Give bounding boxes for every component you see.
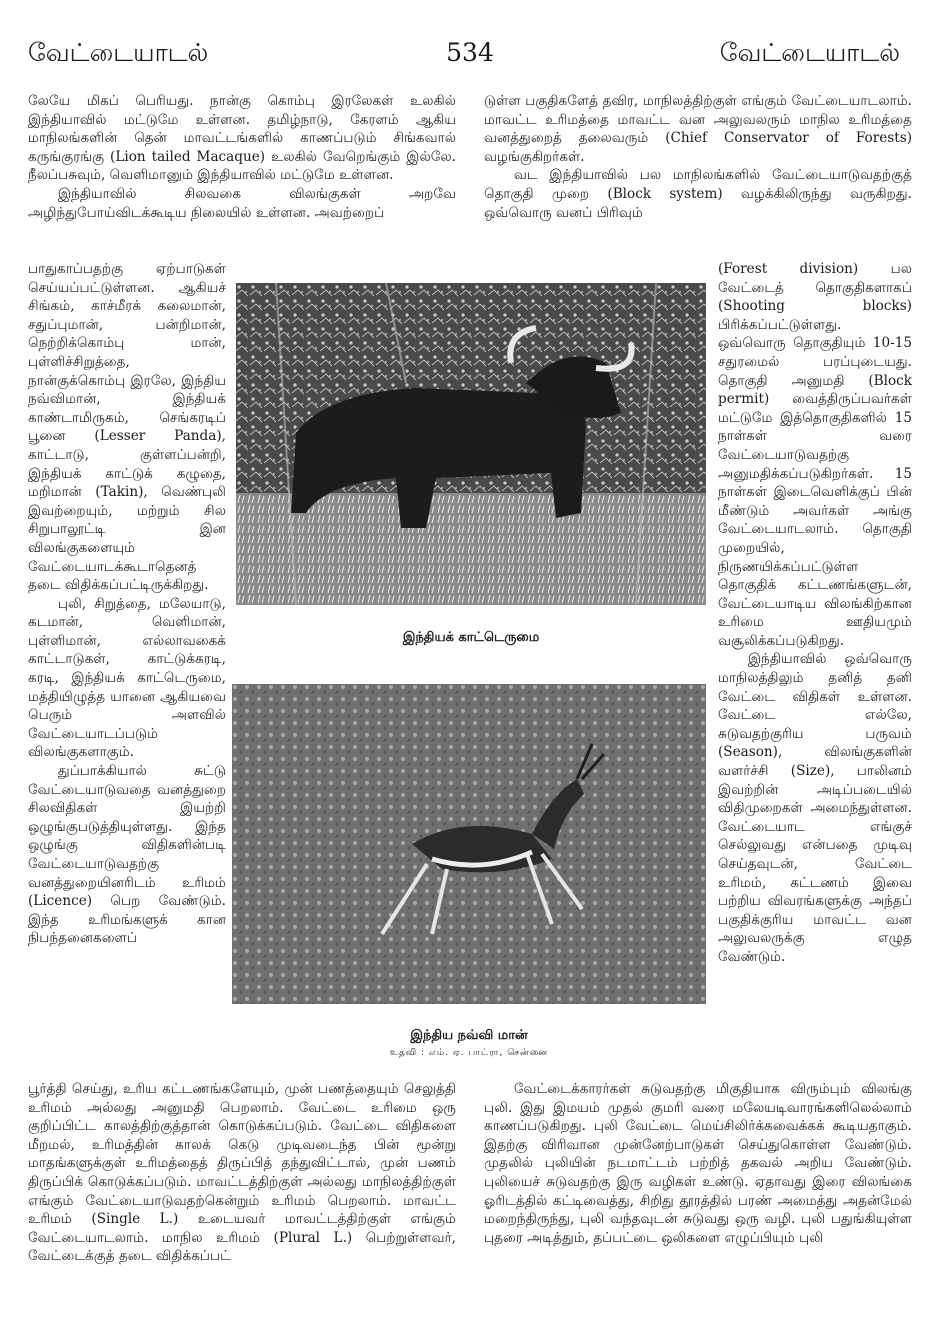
col1-licence-text: துப்பாக்கியால் சுட்டு வேட்டையாடுவதை வனத்துறை சிலவிதிகள் இயற்றி ஒழுங்குபடுத்தியுள்ளது. இந்த ஒழுங்கு விதிகளின்படி வேட்டையாடுவதற்கு வனத்துறையினரிடம் உரிமம் (Licence) பெற வேண்டும். இந்த உரிமங்களுக் கான நிபந்தனைகளைப்: [28, 763, 226, 947]
col2-rules-text: இந்தியாவில் ஒவ்வொரு மாநிலத்திலும் தனித் தனி வேட்டை விதிகள் உள்ளன. வேட்டை எல்லே, சுடுவதற்குரிய பருவம் (Season), விலங்குகளின் வளர்ச்சி (Size), பாலினம் இவற்றின் அடிப்படையில் விதிமுறைகள் அமைந்துள்ளன. வேட்டையாட எங்குச் செல்லுவது என்பதை முடிவு செய்தவுடன், வேட்டை உரிமம், கட்டணம் இவை பற்றிய விவரங்களுக்கு அந்தப் பகுதிக்குரிய மாவட்ட வன அலுவலருக்கு எழுத வேண்டும்.: [718, 651, 912, 965]
col1-narrow-column: [28, 260, 226, 1074]
col2-narrow-column: [718, 260, 912, 1074]
col1-bottom-text: பூர்த்தி செய்து, உரிய கட்டணங்களேயும், முன் பணத்தையும் செலுத்தி உரிமம் அல்லது அனுமதி பெறலாம். வேட்டை உரிமை ஒரு குறிப்பிட்ட காலத்திற்குத்தான் கொடுக்கப்படும். வேட்டை விதிகளை மீறமல், உரிமத்தின் காலக் கெடு முடிவடைந்த பின் மூன்று மாதங்களுக்குள் உரிமத்தைத் திருப்பித் தந்துவிட்டால், முன் பணம் திருப்பிக் கொடுக்கப்படும். மாவட்டத்திற்குள் அல்லது மாநிலத்திற்குள் எங்கும் வேட்டையாடுவதற்கென்றும் உரிமம் பெறலாம். மாவட்ட உரிமம் (Single L.) உடையவர் மாவட்டத்திற்குள் எங்கும் வேட்டையாடலாம். மாநில உரிமம் (Plural L.) பெற்றுள்ளவர், வேட்டைக்குத் தடை விதிக்கப்பட்: [28, 1081, 456, 1265]
col2-blocks-text: (Forest division) பல வேட்டைத் தொகுதிகளாகப் (Shooting blocks) பிரிக்கப்பட்டுள்ளது. ஒவ்வொரு தொகுதியும் 10-15 சதுரமைல் பரப்புடையது. தொகுதி அனுமதி (Block permit) வைத்திருப்பவர்கள் மட்டுமே இத்தொகுதிகளில் 15 நாள்கள் வரை வேட்டையாடுவதற்கு அனுமதிக்கப்படுகிறர்கள். 15 நாள்கள் இடைவெளிக்குப் பின் மீண்டும் அவர்கள் அங்கு வேட்டையாடலாம். தொகுதி முறையில், நிருணயிக்கப்பட்டுள்ள தொகுதிக் கட்டணங்களுடன், வேட்டையாடிய விலங்கிற்கான உரிமை ஊதியமும் வசூலிக்கப்படுகிறது.: [718, 261, 912, 649]
col1-protected-species-text: பாதுகாப்பதற்கு ஏற்பாடுகள் செய்யப்பட்டுள்ளன. ஆகியச் சிங்கம், காச்மீரக் கலைமான், சதுப்புமான், பன்றிமான், நெற்றிக்கொம்பு மான், புள்ளிச்சிறுத்தை, நான்குக்கொம்பு இரலே, இந்திய நவ்விமான், இந்தியக் காண்டாமிருகம், செங்கரடிப் பூனை (Lesser Panda), காட்டாடு, குள்ளப்பன்றி, இந்தியக் காட்டுக் கழுதை, மறிமான் (Takin), வெண்புலி இவற்றையும், மற்றும் சில சிறுபாலூட்டி இன விலங்குகளையும் வேட்டையாடக்கூடாதெனத் தடை விதிக்கப்பட்டிருக்கிறது.: [28, 261, 226, 594]
blackbuck-photo-credit: உதவி : எம். ஏ. பாட்ரா, சென்னை: [389, 1048, 549, 1058]
col1-top-paragraph: [28, 92, 456, 222]
blackbuck-caption: இந்திய நவ்வி மான்: [410, 1028, 528, 1043]
gaur-photo: [236, 283, 706, 605]
blackbuck-photo: [232, 684, 706, 1004]
col2-bottom-paragraph: [484, 1080, 912, 1316]
col1-game-species-text: புலி, சிறுத்தை, மலேயாடு, கடமான், வெளிமான், புள்ளிமான், எல்லாவகைக் காட்டாடுகள், காட்டுக்கரடி, கரடி, இந்தியக் காட்டெருமை, மத்தியிழுத்த யானை ஆகியவை பெரும் அளவில் வேட்டையாடப்படும் விலங்குகளாகும்.: [28, 595, 226, 761]
col2-top-text: டுள்ள பகுதிகளேத் தவிர, மாநிலத்திற்குள் எங்கும் வேட்டையாடலாம். மாவட்ட உரிமத்தை மாவட்ட வன அலுவலரும் மாநில உரிமத்தை வனத்துறைத் தலைவரும் (Chief Conservator of Forests) வழங்குகிறர்கள்.: [484, 93, 912, 165]
col2-block-system-text: வட இந்தியாவில் பல மாநிலங்களில் வேட்டையாடுவதற்குத் தொகுதி முறை (Block system) வழக்கிலிருந்து வருகிறது. ஒவ்வொரு வனப் பிரிவும்: [484, 167, 912, 221]
col1-bottom-paragraph: [28, 1080, 456, 1316]
page-number: 534: [446, 38, 494, 67]
page-header-left: வேட்டையாடல்: [28, 38, 209, 67]
col1-top-text: லேயே மிகப் பெரியது. நான்கு கொம்பு இரலேகள் உலகில் இந்தியாவில் மட்டுமே உள்ளன. தமிழ்நாடு, கேரளம் ஆகிய மாநிலங்களின் தென் மாவட்டங்களில் காணப்படும் சிங்கவால் கருங்குரங்கு (Lion tailed Macaque) உலகில் வேறெங்கும் இல்லே. நீலப்பசுவும், வெளிமானும் இந்தியாவில் மட்டுமே உள்ளன.: [28, 93, 456, 184]
col2-top-paragraph: [484, 92, 912, 222]
page-header-right: வேட்டையாடல்: [719, 38, 900, 67]
col2-tiger-text: வேட்டைக்காரர்கள் சுடுவதற்கு மிகுதியாக விரும்பும் விலங்கு புலி. இது இமயம் முதல் குமரி வரை மலேயடிவாரங்களிலெல்லாம் காணப்படுகிறது. புலி வேட்டை மெய்சிலிர்க்கவைக்கக் கூடியதாகும். இதற்கு விரிவான முன்னேற்பாடுகள் செய்துகொள்ள வேண்டும். முதலில் புலியின் நடமாட்டம் பற்றித் தகவல் அறிய வேண்டும். புலியைச் சுடுவதற்கு இரு வழிகள் உண்டு. ஏதாவது இரை விலங்கை ஓரிடத்தில் கட்டிவைத்து, சிறிது தூரத்தில் பரண் அமைத்து அதன்மேல் மறைந்திருந்து, புலி வந்தவுடன் சுடுவது ஒரு வழி. புலி பதுங்கியுள்ள புதரை அடித்தும், தப்பட்டை ஒலிகளை எழுப்பியும் புலி: [484, 1081, 912, 1246]
gaur-caption: இந்தியக் காட்டெருமை: [402, 630, 540, 645]
col1-intro-text: இந்தியாவில் சிலவகை விலங்குகள் அறவே அழிந்துபோய்விடக்கூடிய நிலையில் உள்ளன. அவற்றைப்: [28, 185, 456, 221]
